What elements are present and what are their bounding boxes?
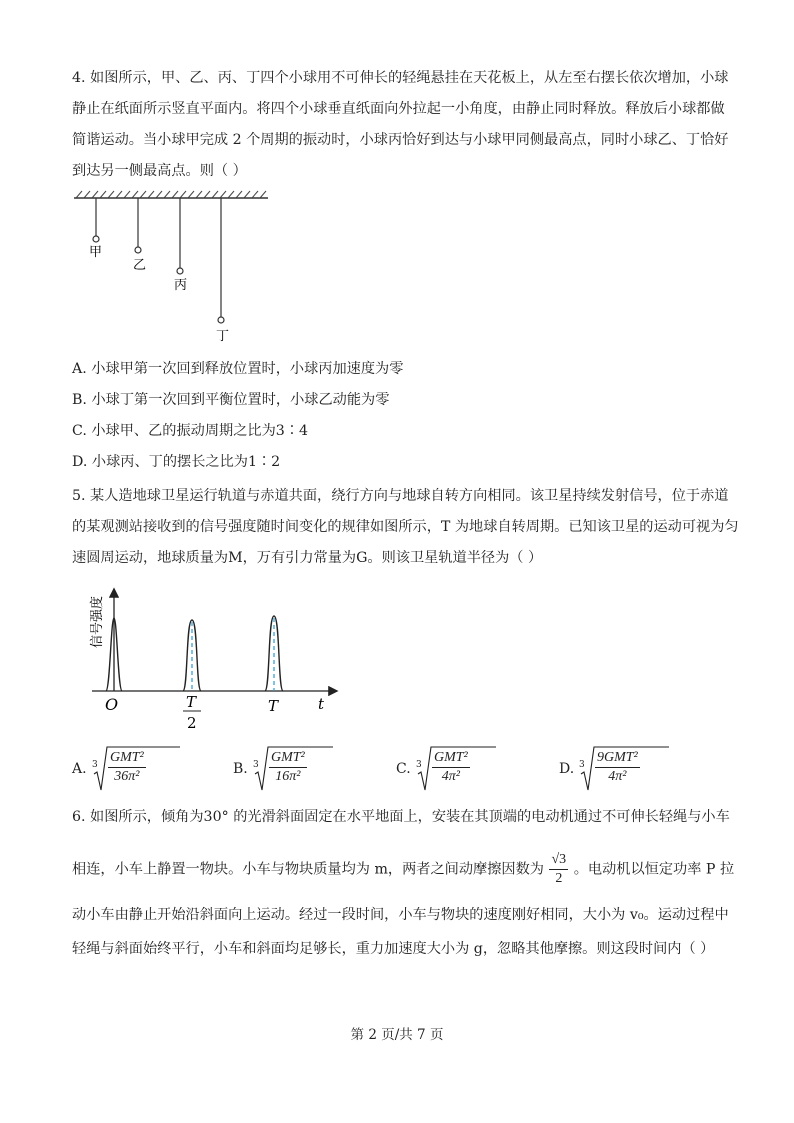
ball-ding	[218, 317, 224, 323]
pendulum-figure	[70, 188, 280, 348]
tick-half-den: 2	[187, 714, 197, 732]
q5-option-b-denominator: 16π²	[275, 769, 301, 784]
q6-line-3: 动小车由静止开始沿斜面向上运动。经过一段时间，小车与物块的速度刚好相同，大小为 v₀。运动过程中	[72, 907, 729, 923]
q5-line-1: 5. 某人造地球卫星运行轨道与赤道共面，绕行方向与地球自转方向相同。该卫星持续发射信号，位于赤道	[72, 488, 729, 504]
ball-label-ding: 丁	[216, 329, 230, 344]
ball-label-yi: 乙	[133, 258, 147, 273]
q5-line-3: 速圆周运动，地球质量为M，万有引力常量为G。则该卫星轨道半径为（ ）	[72, 550, 543, 566]
q5-option-a-numerator: GMT²	[108, 749, 146, 768]
ball-yi	[135, 247, 141, 253]
x-axis-label: t	[318, 695, 325, 713]
q5-option-b-index: 3	[253, 760, 259, 770]
q5-option-a-denominator: 36π²	[114, 769, 140, 784]
ball-label-bing: 丙	[174, 278, 188, 293]
q5-option-b-letter: B.	[233, 761, 248, 777]
q6-line-2a: 相连，小车上静置一物块。小车与物块质量均为 m，两者之间动摩擦因数为	[72, 861, 544, 878]
q4-line-4: 到达另一侧最高点。则（ ）	[72, 163, 247, 179]
q6-line-2b: 。电动机以恒定功率 P 拉	[573, 861, 735, 878]
q5-option-c-index: 3	[416, 760, 422, 770]
q5-option-c-denominator: 4π²	[441, 769, 460, 784]
friction-coefficient-denominator: 2	[555, 871, 563, 886]
q4-line-1: 4. 如图所示，甲、乙、丙、丁四个小球用不可伸长的轻绳悬挂在天花板上，从左至右摆长依次增加，小球	[72, 70, 729, 86]
signal-graph	[84, 578, 344, 738]
q5-option-d-numerator: 9GMT²	[595, 749, 640, 768]
q5-option-d-letter: D.	[559, 761, 575, 777]
q5-option-a-index: 3	[92, 760, 98, 770]
q6-line-4: 轻绳与斜面始终平行，小车和斜面均足够长，重力加速度大小为 g，忽略其他摩擦。则这段时间内（ ）	[72, 941, 715, 957]
page-footer: 第 2 页/共 7 页	[350, 1027, 444, 1043]
friction-coefficient-numerator: √3	[549, 851, 568, 870]
tick-period: T	[268, 697, 279, 715]
q4-option-b: B. 小球丁第一次回到平衡位置时，小球乙动能为零	[72, 392, 390, 408]
q5-option-c-numerator: GMT²	[432, 749, 470, 768]
tick-half-num: T	[186, 693, 197, 711]
q6-line-2	[72, 851, 734, 888]
q4-option-d: D. 小球丙、丁的摆长之比为1∶2	[72, 454, 281, 470]
ball-jia	[93, 236, 99, 242]
q4-line-2: 静止在纸面所示竖直平面内。将四个小球垂直纸面向外拉起一小角度，由静止同时释放。释放后小球都做	[72, 101, 725, 117]
q5-option-c-letter: C.	[396, 761, 411, 777]
q5-option-b-numerator: GMT²	[269, 749, 307, 768]
q5-option-d-index: 3	[579, 760, 585, 770]
q6-line-1: 6. 如图所示，倾角为30° 的光滑斜面固定在水平地面上，安装在其顶端的电动机通过不可伸长轻绳与小车	[72, 809, 730, 825]
q4-option-c: C. 小球甲、乙的振动周期之比为3∶4	[72, 423, 309, 439]
q5-option-d-denominator: 4π²	[608, 769, 627, 784]
q4-line-3: 简谐运动。当小球甲完成 2 个周期的振动时，小球丙恰好到达与小球甲同侧最高点，同时小球乙、丁恰好	[72, 132, 729, 148]
ball-bing	[177, 268, 183, 274]
q5-line-2: 的某观测站接收到的信号强度随时间变化的规律如图所示，T 为地球自转周期。已知该卫星的运动可视为匀	[72, 519, 739, 535]
q5-option-a-letter: A.	[72, 761, 87, 777]
origin-label: O	[105, 695, 119, 714]
q4-option-a: A. 小球甲第一次回到释放位置时，小球丙加速度为零	[72, 361, 404, 377]
y-axis-label: 信号强度	[90, 595, 105, 648]
ball-label-jia: 甲	[89, 245, 103, 260]
